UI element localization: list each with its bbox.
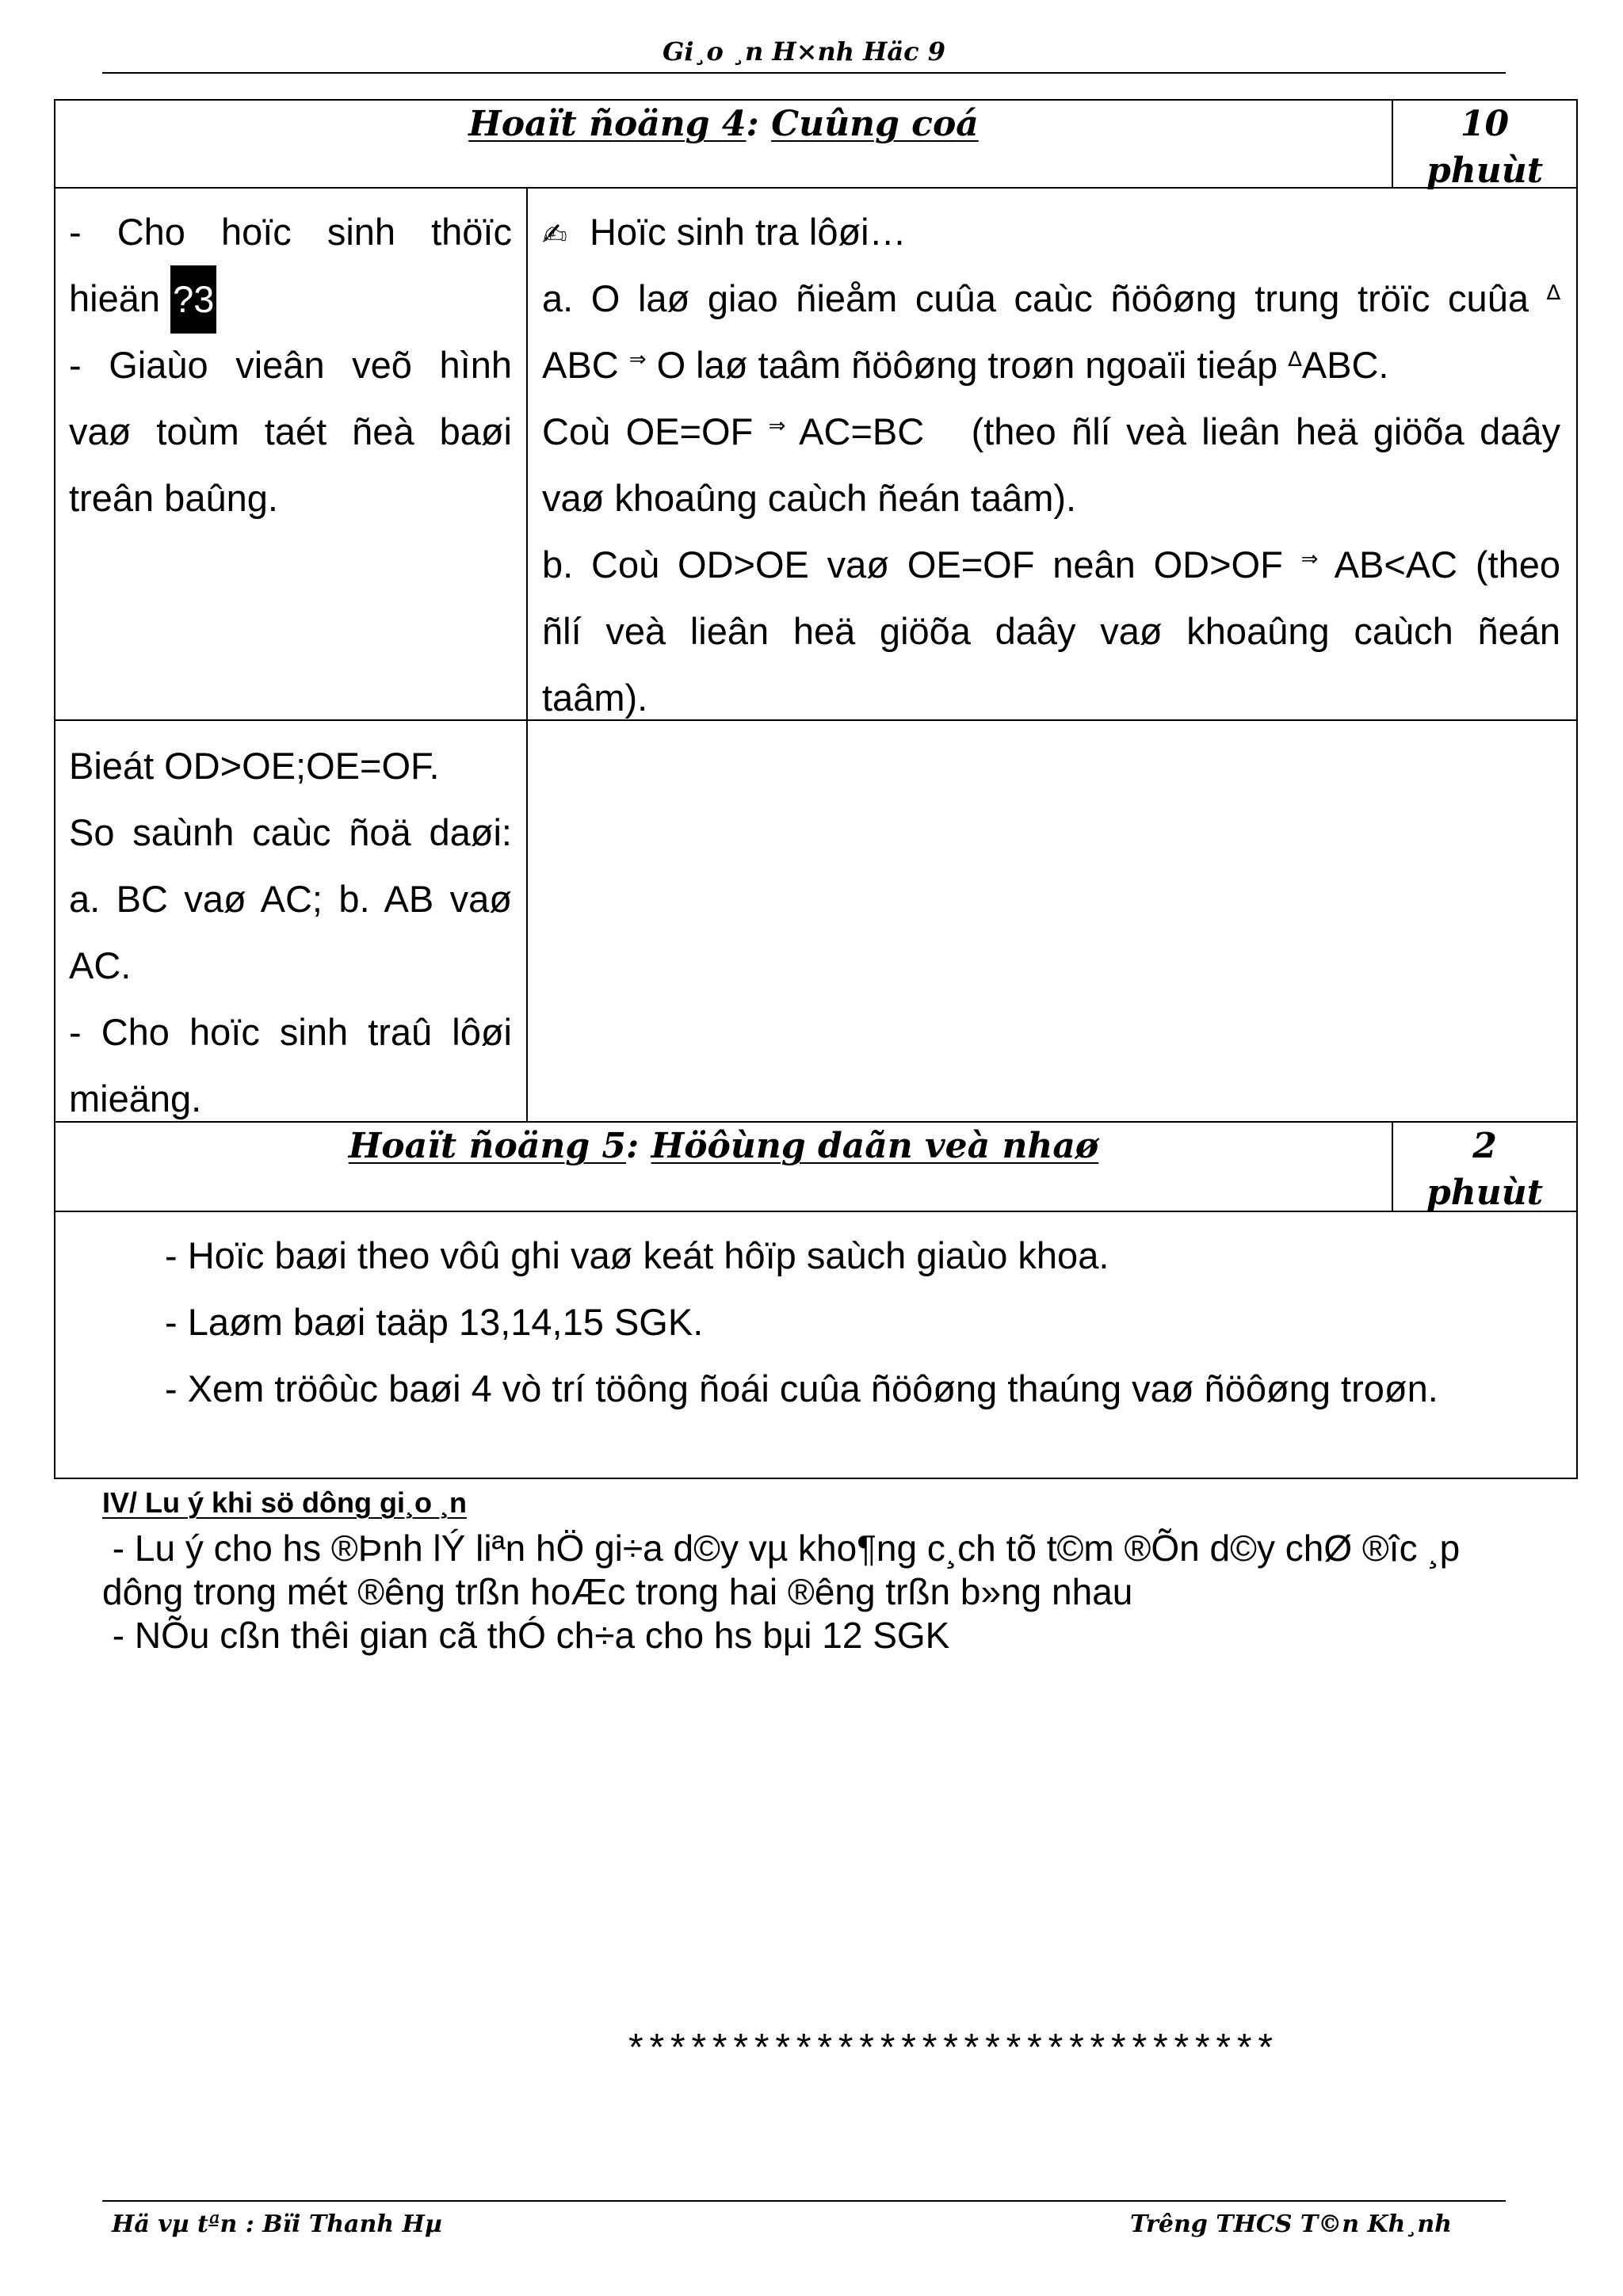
- activity4-label: Hoaït ñoäng 4: [468, 104, 747, 144]
- answer-line: vaø khoaûng caùch ñeán taâm).: [542, 477, 1077, 519]
- exercise-cell: [55, 721, 528, 1123]
- answer-text: AC=BC: [799, 410, 925, 452]
- implies-symbol: ⇒: [628, 348, 647, 372]
- activity4-title: [55, 101, 1393, 189]
- activity5-duration-unit: phuùt: [1426, 1173, 1544, 1213]
- question-tag-highlight: ?3: [170, 265, 216, 334]
- activity5-colon: :: [626, 1126, 640, 1166]
- teacher-task-cell: [55, 189, 528, 721]
- answer-line: [542, 265, 1560, 332]
- student-answer-cell: [528, 189, 1576, 721]
- exercise-line: So saùnh caùc ñoä daøi:: [69, 811, 512, 853]
- answer-text: ABC.: [1301, 344, 1389, 386]
- exercise-line: - Cho hoïc sinh traû lôøi: [69, 1011, 512, 1053]
- answer-text: O laø taâm ñöôøng troøn ngoaïi tieáp: [656, 344, 1278, 386]
- triangle-symbol: ∆: [1546, 281, 1560, 305]
- homework-item: - Xem tröôùc baøi 4 vò trí töông ñoái cuûa ñöôøng thaúng vaø ñöôøng troøn.: [165, 1367, 1438, 1409]
- teacher-task-line: treân baûng.: [69, 477, 278, 519]
- answer-text: (theo ñlí veà lieân heä giöõa daây: [971, 410, 1560, 452]
- teacher-task-text: hieän: [69, 277, 160, 319]
- answer-text: a. O laø giao ñieåm cuûa caùc ñöôøng trung tröïc cuûa: [542, 277, 1529, 319]
- homework-item: - Laøm baøi taäp 13,14,15 SGK.: [165, 1301, 704, 1343]
- page-header: Gi¸o ¸n H×nh Häc 9: [663, 36, 945, 67]
- header-rule: [102, 72, 1506, 74]
- teacher-task-line: - Cho hoïc sinh thöïc: [69, 211, 512, 253]
- footer-rule: [102, 2200, 1506, 2202]
- activity5-name: Höôùng daãn veà nhaø: [651, 1126, 1099, 1166]
- activity4-duration-unit: phuùt: [1426, 151, 1544, 191]
- homework-cell: [55, 1212, 1576, 1478]
- answer-line: [542, 532, 1560, 598]
- teacher-task-line: - Giaùo vieân veõ hình: [69, 344, 512, 386]
- exercise-line: AC.: [69, 944, 132, 986]
- activity5-duration-value: 2: [1472, 1126, 1497, 1166]
- implies-symbol: ⇒: [768, 414, 786, 438]
- writing-hand-icon: [542, 201, 580, 268]
- activity5-label: Hoaït ñoäng 5: [348, 1126, 627, 1166]
- exercise-line: mieäng.: [69, 1077, 202, 1119]
- answer-text: b. Coù OD>OE vaø OE=OF neân OD>OF: [542, 543, 1283, 585]
- answer-line: taâm).: [542, 677, 648, 719]
- notes-body: [102, 1527, 1608, 1657]
- exercise-line: a. BC vaø AC; b. AB vaø: [69, 878, 512, 920]
- activity4-name: Cuûng coá: [771, 104, 979, 144]
- answer-intro-line: [542, 199, 1560, 265]
- answer-text: AB<AC (theo: [1334, 543, 1561, 585]
- empty-answer-cell: [528, 721, 1576, 1123]
- implies-symbol: ⇒: [1300, 547, 1319, 571]
- lesson-table: [54, 99, 1578, 1479]
- triangle-symbol: ∆: [1288, 348, 1302, 372]
- exercise-line: Bieát OD>OE;OE=OF.: [69, 745, 440, 787]
- notes-line: - NÕu cßn thêi gian cã thÓ ch÷a cho hs bµi 12 SGK: [102, 1615, 950, 1656]
- notes-line: - Lu ý cho hs ®Þnh lÝ liªn hÖ gi÷a d©y vµ kho¶ng c¸ch tõ t©m ®Õn d©y chØ ®îc ¸p: [102, 1527, 1461, 1569]
- teacher-task-line: [69, 265, 512, 332]
- activity5-duration: [1393, 1123, 1576, 1212]
- answer-intro: Hoïc sinh tra lôøi…: [590, 211, 907, 253]
- footer-school: Trêng THCS T©n Kh¸nh: [1129, 2210, 1452, 2238]
- answer-line: [542, 399, 1560, 465]
- notes-heading: IV/ Lu ý khi sö dông gi¸o ¸n: [102, 1486, 467, 1519]
- answer-line: ñlí veà lieân heä giöõa daây vaø khoaûng caùch ñeán: [542, 610, 1560, 652]
- answer-line: [542, 332, 1560, 399]
- answer-text: Coù OE=OF: [542, 410, 754, 452]
- teacher-task-line: vaø toùm taét ñeà baøi: [69, 410, 512, 452]
- activity4-duration: [1393, 101, 1576, 189]
- activity4-duration-value: 10: [1460, 104, 1510, 144]
- notes-line: dông trong mét ®êng trßn hoÆc trong hai ®êng trßn b»ng nhau: [102, 1571, 1133, 1612]
- activity5-title: [55, 1123, 1393, 1212]
- activity4-colon: :: [746, 104, 759, 144]
- footer-author: Hä vµ tªn : Bïi Thanh Hµ: [112, 2210, 442, 2238]
- star-separator: *******************************: [628, 2027, 1279, 2069]
- answer-text: ABC: [542, 344, 619, 386]
- homework-item: - Hoïc baøi theo vôû ghi vaø keát hôïp saùch giaùo khoa.: [165, 1234, 1109, 1276]
